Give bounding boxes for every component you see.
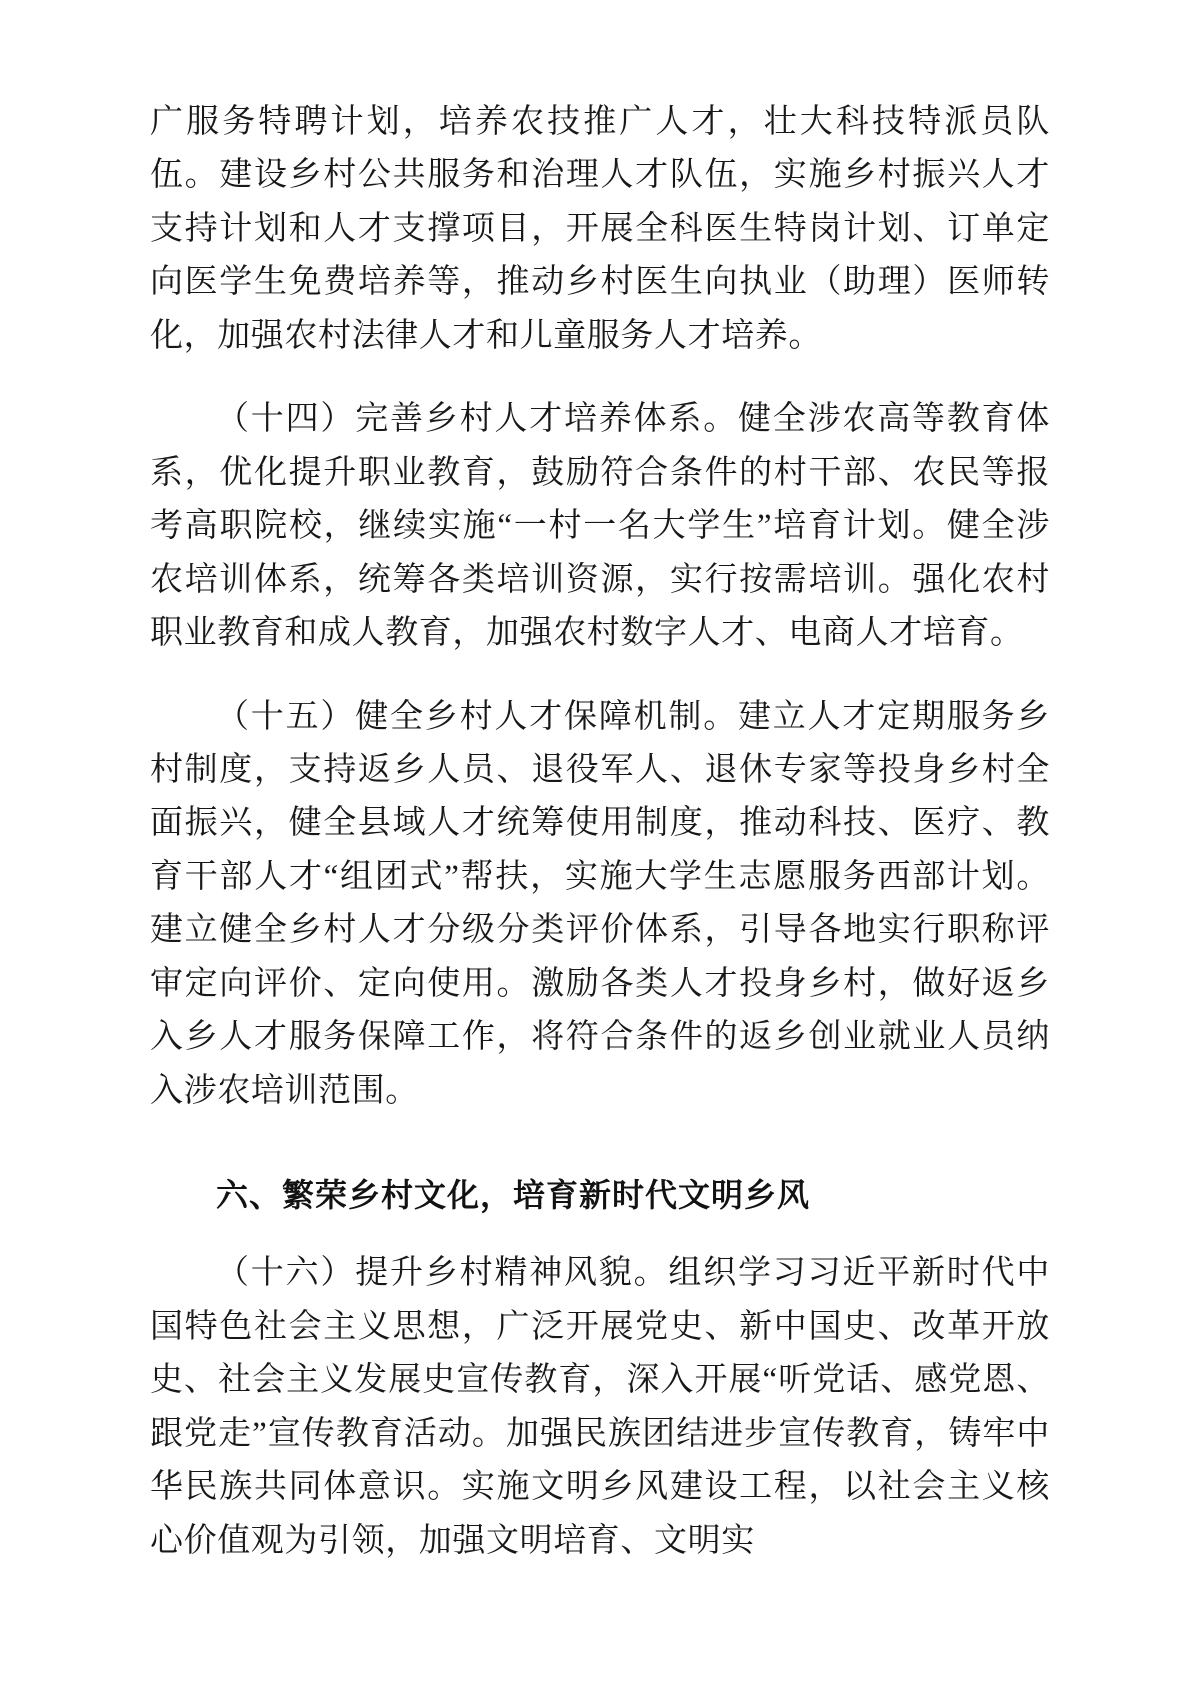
section-heading-six: 六、繁荣乡村文化，培育新时代文明乡风 — [216, 1177, 811, 1214]
paragraph-item-15: （十五）健全乡村人才保障机制。建立人才定期服务乡村制度，支持返乡人员、退役军人、退休专家等投身乡村全面振兴，健全县域人才统筹使用制度，推动科技、医疗、教育干部人才“组团式”帮扶，实施大学生志愿服务西部计划。建立健全乡村人才分级分类评价体系，引导各地实行职称评审定向评价、定向使用。激励各类人才投身乡村，做好返乡入乡人才服务保障工作，将符合条件的返乡创业就业人员纳入涉农培训范围。 — [150, 698, 1050, 1109]
paragraph-item-14: （十四）完善乡村人才培养体系。健全涉农高等教育体系，优化提升职业教育，鼓励符合条件的村干部、农民等报考高职院校，继续实施“一村一名大学生”培育计划。健全涉农培训体系，统筹各类培训资源，实行按需培训。强化农村职业教育和成人教育，加强农村数字人才、电商人才培育。 — [150, 401, 1050, 652]
paragraph-item-16: （十六）提升乡村精神风貌。组织学习习近平新时代中国特色社会主义思想，广泛开展党史、新中国史、改革开放史、社会主义发展史宣传教育，深入开展“听党话、感党恩、跟党走”宣传教育活动。加强民族团结进步宣传教育，铸牢中华民族共同体意识。实施文明乡风建设工程，以社会主义核心价值观为引领，加强文明培育、文明实 — [150, 1255, 1050, 1559]
document-body — [150, 96, 1050, 1568]
paragraph-continued: 广服务特聘计划，培养农技推广人才，壮大科技特派员队伍。建设乡村公共服务和治理人才队伍，实施乡村振兴人才支持计划和人才支撑项目，开展全科医生特岗计划、订单定向医学生免费培养等，推动乡村医生向执业（助理）医师转化，加强农村法律人才和儿童服务人才培养。 — [150, 104, 1050, 354]
section-spacer — [150, 1148, 1050, 1170]
